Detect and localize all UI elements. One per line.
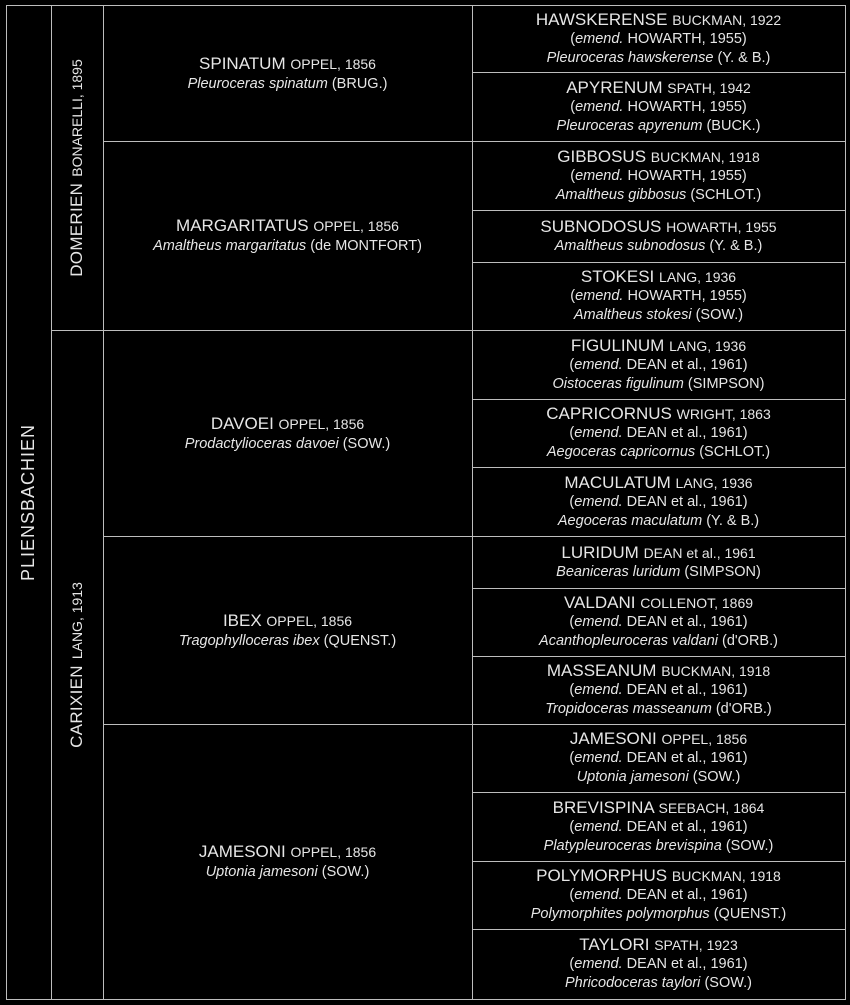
- zone-index-species: [185, 435, 391, 454]
- subzone-index-species: [531, 905, 786, 924]
- subzone-index-species: [574, 306, 743, 325]
- subzone-species-author: (SCHLOT.): [690, 186, 762, 203]
- subzone-index-species: [556, 186, 762, 205]
- subzone-title: [540, 217, 776, 237]
- subzone-index-species: [539, 632, 778, 651]
- subzone-author: SPATH, 1942: [667, 79, 751, 96]
- emend-prefix: emend.: [574, 682, 623, 698]
- subzone-species: Aegoceras capricornus: [546, 444, 696, 460]
- emend-author: HOWARTH, 1955): [627, 167, 747, 184]
- grid-line: [103, 999, 472, 1000]
- subzone-emend: (emend. HOWARTH, 1955): [570, 30, 747, 47]
- emend-prefix: emend.: [575, 98, 624, 115]
- subzone-species: Pleuroceras hawskerense: [546, 49, 714, 66]
- subzone-author: COLLENOT, 1869: [640, 595, 754, 611]
- subzone-author: HOWARTH, 1955: [666, 218, 777, 235]
- subzone-species-author: (QUENST.): [713, 906, 787, 922]
- subzone-species-author: (Y. & B.): [717, 49, 771, 66]
- grid-line: [472, 999, 845, 1000]
- subzone-cell: [472, 656, 845, 724]
- zone-species-author: (QUENST.): [323, 632, 397, 649]
- subzone-title: [570, 729, 747, 749]
- subzone-cell: [472, 929, 845, 999]
- subzone-cell: [472, 72, 845, 141]
- emend-prefix: emend.: [574, 887, 623, 903]
- zone-cell: [103, 5, 472, 141]
- zone-name: IBEX: [222, 610, 262, 630]
- subzone-name: GIBBOSUS: [557, 146, 647, 166]
- subzone-species-author: (BUCK.): [706, 117, 761, 134]
- zone-species: Prodactylioceras davoei: [184, 435, 339, 452]
- subzone-index-species: [544, 837, 774, 856]
- zone-title: [211, 413, 364, 435]
- subzone-index-species: [577, 768, 741, 787]
- emend-author: DEAN et al., 1961): [626, 356, 748, 373]
- zone-author: OPPEL, 1856: [266, 612, 353, 629]
- zone-index-species: [206, 863, 370, 882]
- zone-species: Amaltheus margaritatus: [153, 238, 307, 254]
- subzone-title: [561, 543, 755, 563]
- substage-cell: [51, 5, 103, 330]
- substage-cell: [51, 330, 103, 999]
- zone-name: MARGARITATUS: [176, 216, 309, 235]
- subzone-emend: (emend. DEAN et al., 1961): [569, 956, 748, 972]
- subzone-name: FIGULINUM: [570, 335, 665, 355]
- zone-name: JAMESONI: [198, 842, 286, 861]
- subzone-author: DEAN et al., 1961: [643, 544, 756, 561]
- subzone-author: SPATH, 1923: [654, 937, 738, 953]
- subzone-cell: [472, 792, 845, 861]
- subzone-species-author: (SIMPSON): [684, 563, 761, 580]
- subzone-species-author: (SCHLOT.): [699, 444, 771, 460]
- subzone-index-species: [553, 375, 765, 394]
- subzone-cell: [472, 210, 845, 262]
- subzone-emend: (emend. DEAN et al., 1961): [569, 425, 748, 441]
- subzone-index-species: [545, 700, 772, 719]
- subzone-cell: [472, 141, 845, 210]
- subzone-species: Amaltheus subnodosus: [554, 237, 706, 254]
- subzone-cell: [472, 330, 845, 399]
- subzone-name: POLYMORPHUS: [536, 866, 668, 885]
- subzone-species: Beaniceras luridum: [556, 563, 681, 580]
- emend-prefix: emend.: [574, 614, 623, 630]
- zone-index-species: [179, 632, 396, 651]
- emend-author: HOWARTH, 1955): [627, 288, 747, 304]
- subzone-author: BUCKMAN, 1918: [661, 663, 771, 679]
- subzone-emend: (emend. HOWARTH, 1955): [570, 167, 747, 184]
- subzone-title: [547, 661, 770, 681]
- emend-prefix: emend.: [575, 30, 624, 47]
- subzone-cell: [472, 724, 845, 792]
- subzone-name: STOKESI: [580, 267, 655, 286]
- subzone-emend: (emend. DEAN et al., 1961): [569, 887, 748, 903]
- subzone-species: Polymorphites polymorphus: [530, 906, 710, 922]
- subzone-index-species: [547, 49, 771, 68]
- subzone-cell: [472, 399, 845, 467]
- subzone-species: Uptonia jamesoni: [576, 769, 689, 785]
- emend-author: HOWARTH, 1955): [627, 30, 747, 47]
- substage-label: CARIXIEN: [67, 664, 87, 748]
- emend-prefix: emend.: [574, 750, 623, 766]
- stage-label: PLIENSBACHIEN: [18, 423, 39, 581]
- subzone-name: CAPRICORNUS: [546, 404, 672, 423]
- subzone-cell: [472, 536, 845, 588]
- subzone-index-species: [565, 974, 752, 993]
- subzone-title: [536, 866, 781, 886]
- subzone-author: BUCKMAN, 1918: [650, 148, 760, 165]
- subzone-index-species: [556, 563, 761, 582]
- subzone-species: Aegoceras maculatum: [557, 512, 703, 529]
- subzone-name: HAWSKERENSE: [535, 9, 668, 29]
- subzone-title: [564, 473, 752, 493]
- subzone-author: WRIGHT, 1863: [676, 406, 771, 422]
- zone-name: DAVOEI: [210, 413, 274, 433]
- emend-prefix: emend.: [575, 167, 624, 184]
- subzone-title: [546, 404, 771, 424]
- emend-author: DEAN et al., 1961): [626, 493, 748, 510]
- subzone-species-author: (SOW.): [695, 307, 744, 323]
- subzone-cell: [472, 861, 845, 929]
- substage-label: DOMERIEN: [67, 182, 86, 277]
- subzone-emend: (emend. DEAN et al., 1961): [569, 614, 748, 630]
- subzone-cell: [472, 467, 845, 536]
- zone-cell: [103, 536, 472, 724]
- subzone-title: [564, 593, 753, 613]
- subzone-species-author: (d'ORB.): [715, 701, 772, 717]
- zone-cell: [103, 141, 472, 330]
- subzone-emend: (emend. DEAN et al., 1961): [569, 493, 748, 510]
- grid-line: [51, 999, 103, 1000]
- subzone-species-author: (SOW.): [704, 975, 752, 991]
- zone-title: [199, 841, 376, 863]
- zone-author: OPPEL, 1856: [278, 415, 365, 432]
- subzone-index-species: [547, 443, 770, 462]
- emend-prefix: emend.: [574, 425, 623, 441]
- subzone-species-author: (Y. & B.): [709, 237, 763, 254]
- zone-index-species: [153, 237, 422, 256]
- subzone-author: LANG, 1936: [675, 474, 753, 491]
- subzone-index-species: [558, 512, 759, 531]
- subzone-title: [536, 10, 781, 30]
- subzone-name: SUBNODOSUS: [540, 216, 662, 236]
- subzone-title: [571, 336, 746, 356]
- subzone-name: BREVISPINA: [552, 797, 654, 817]
- subzone-cell: [472, 262, 845, 330]
- emend-author: DEAN et al., 1961): [626, 682, 748, 698]
- zone-species: Tragophylloceras ibex: [178, 632, 320, 649]
- subzone-species: Phricodoceras taylori: [565, 975, 701, 991]
- subzone-author: OPPEL, 1856: [661, 731, 748, 747]
- subzone-species-author: (SIMPSON): [687, 375, 765, 392]
- subzone-species: Acanthopleuroceras valdani: [539, 633, 718, 649]
- emend-author: HOWARTH, 1955): [627, 98, 747, 115]
- subzone-name: VALDANI: [563, 593, 636, 612]
- subzone-species: Tropidoceras masseanum: [545, 701, 712, 717]
- emend-author: DEAN et al., 1961): [626, 956, 748, 972]
- subzone-author: BUCKMAN, 1918: [671, 868, 781, 884]
- subzone-emend: (emend. DEAN et al., 1961): [569, 750, 748, 766]
- emend-prefix: emend.: [574, 493, 623, 510]
- subzone-species: Pleuroceras apyrenum: [556, 117, 703, 134]
- emend-author: DEAN et al., 1961): [626, 614, 748, 630]
- subzone-name: MACULATUM: [564, 472, 671, 492]
- subzone-emend: (emend. DEAN et al., 1961): [569, 682, 748, 698]
- subzone-emend: (emend. HOWARTH, 1955): [570, 288, 747, 304]
- subzone-title: [581, 267, 736, 287]
- subzone-author: BUCKMAN, 1922: [672, 11, 782, 28]
- zone-name: SPINATUM: [199, 53, 286, 73]
- subzone-name: TAYLORI: [579, 935, 650, 954]
- zone-cell: [103, 724, 472, 999]
- zone-author: OPPEL, 1856: [290, 844, 377, 860]
- substage-name: [67, 59, 87, 277]
- subzone-cell: [472, 5, 845, 72]
- subzone-species: Amaltheus gibbosus: [555, 186, 687, 203]
- zone-author: OPPEL, 1856: [313, 218, 399, 234]
- zone-title: [176, 215, 399, 237]
- subzone-species-author: (d'ORB.): [722, 633, 778, 649]
- substage-author: LANG, 1913: [69, 581, 86, 659]
- subzone-species: Oistoceras figulinum: [552, 375, 684, 392]
- subzone-name: LURIDUM: [561, 542, 639, 562]
- substage-author: BONARELLI, 1895: [69, 58, 85, 177]
- emend-prefix: emend.: [574, 818, 623, 835]
- subzone-author: LANG, 1936: [659, 269, 737, 285]
- subzone-title: [566, 78, 751, 98]
- subzone-title: [557, 147, 759, 167]
- emend-author: DEAN et al., 1961): [626, 818, 748, 835]
- zone-species: Uptonia jamesoni: [205, 864, 318, 880]
- subzone-species-author: (SOW.): [692, 769, 741, 785]
- zone-author: OPPEL, 1856: [290, 55, 376, 72]
- emend-prefix: emend.: [574, 956, 623, 972]
- subzone-species: Platypleuroceras brevispina: [543, 837, 722, 854]
- subzone-emend: (emend. HOWARTH, 1955): [570, 98, 747, 115]
- zone-title: [199, 53, 376, 75]
- subzone-emend: (emend. DEAN et al., 1961): [569, 356, 748, 373]
- subzone-index-species: [555, 237, 763, 256]
- emend-prefix: emend.: [574, 356, 623, 373]
- emend-author: DEAN et al., 1961): [626, 425, 748, 441]
- emend-author: DEAN et al., 1961): [626, 887, 748, 903]
- subzone-title: [553, 798, 765, 818]
- zone-title: [223, 610, 352, 632]
- zone-species-author: (BRUG.): [331, 75, 388, 92]
- zone-cell: [103, 330, 472, 536]
- zone-species-author: (SOW.): [342, 435, 391, 452]
- subzone-index-species: [557, 117, 761, 136]
- zone-species-author: (SOW.): [321, 864, 370, 880]
- subzone-emend: (emend. DEAN et al., 1961): [569, 818, 748, 835]
- substage-name: [67, 582, 87, 748]
- zone-species: Pleuroceras spinatum: [187, 75, 328, 92]
- subzone-species-author: (SOW.): [725, 837, 774, 854]
- stage-name: [18, 423, 39, 580]
- subzone-cell: [472, 588, 845, 656]
- subzone-species-author: (Y. & B.): [706, 512, 760, 529]
- subzone-author: LANG, 1936: [669, 337, 747, 354]
- subzone-name: APYRENUM: [566, 77, 663, 97]
- emend-prefix: emend.: [575, 288, 624, 304]
- subzone-name: JAMESONI: [569, 729, 657, 748]
- grid-line: [845, 5, 846, 999]
- zone-index-species: [188, 75, 388, 94]
- subzone-author: SEEBACH, 1864: [658, 799, 765, 816]
- subzone-title: [579, 935, 737, 955]
- subzone-species: Amaltheus stokesi: [573, 307, 692, 323]
- stage-cell: [6, 5, 51, 999]
- emend-author: DEAN et al., 1961): [626, 750, 748, 766]
- zone-species-author: (de MONTFORT): [310, 238, 422, 254]
- subzone-name: MASSEANUM: [546, 661, 657, 680]
